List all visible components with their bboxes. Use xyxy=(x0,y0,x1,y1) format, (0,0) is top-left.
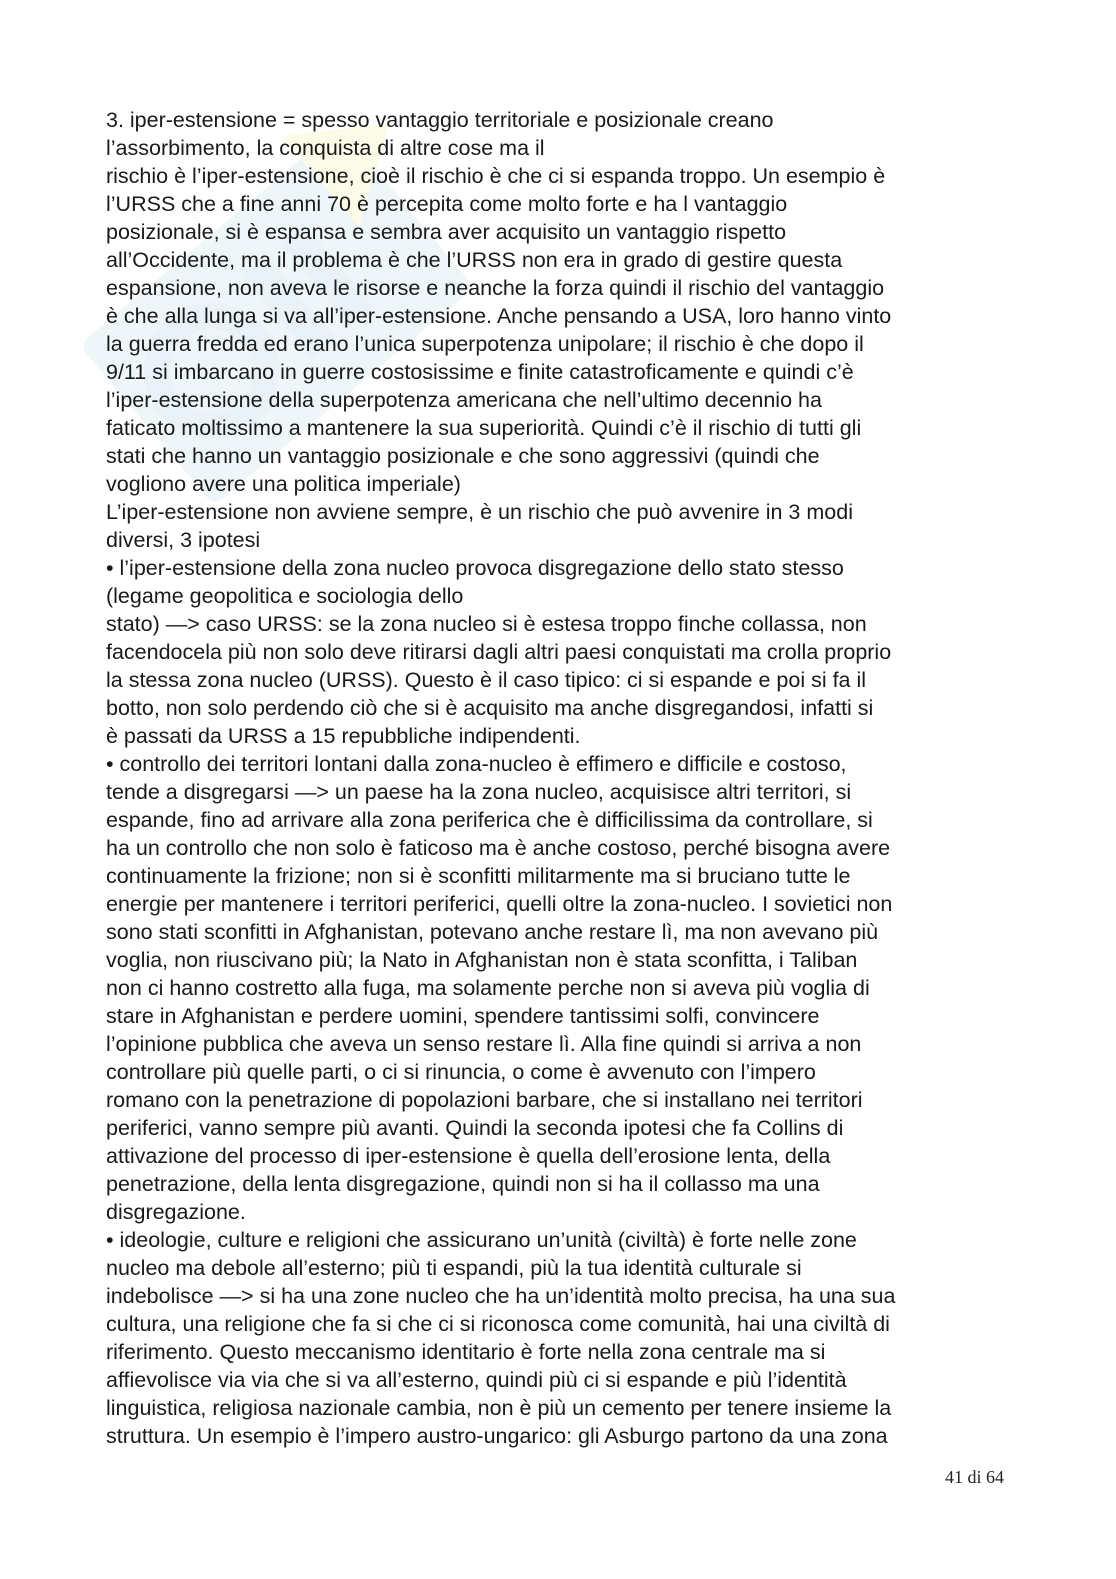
text-line: facendocela più non solo deve ritirarsi dagli altri paesi conquistati ma crolla proprio xyxy=(106,640,892,664)
text-line: • l’iper-estensione della zona nucleo provoca disgregazione dello stato stesso xyxy=(106,556,844,580)
text-line: sono stati sconfitti in Afghanistan, potevano anche restare lì, ma non avevano più xyxy=(106,920,879,944)
text-line: ha un controllo che non solo è faticoso ma è anche costoso, perché bisogna avere xyxy=(106,836,891,860)
text-line: non ci hanno costretto alla fuga, ma solamente perche non si aveva più voglia di xyxy=(106,976,870,1000)
text-line: L’iper-estensione non avviene sempre, è un rischio che può avvenire in 3 modi xyxy=(106,500,853,524)
text-line: la guerra fredda ed erano l’unica superpotenza unipolare; il rischio è che dopo il xyxy=(106,332,864,356)
text-line: linguistica, religiosa nazionale cambia, non è più un cemento per tenere insieme la xyxy=(106,1396,892,1420)
text-line: la stessa zona nucleo (URSS). Questo è il caso tipico: ci si espande e poi si fa il xyxy=(106,668,867,692)
text-line: 3. iper-estensione = spesso vantaggio territoriale e posizionale creano xyxy=(106,108,774,132)
text-line: 9/11 si imbarcano in guerre costosissime e finite catastroficamente e quindi c’è xyxy=(106,360,854,384)
text-line: stato) —> caso URSS: se la zona nucleo si è estesa troppo finche collassa, non xyxy=(106,612,867,636)
text-line: disgregazione. xyxy=(106,1200,246,1224)
text-line: continuamente la frizione; non si è sconfitti militarmente ma si bruciano tutte le xyxy=(106,864,851,888)
document-body xyxy=(106,106,1006,1450)
text-line: indebolisce —> si ha una zone nucleo che ha un’identità molto precisa, ha una sua xyxy=(106,1284,896,1308)
text-line: è che alla lunga si va all’iper-estensione. Anche pensando a USA, loro hanno vinto xyxy=(106,304,892,328)
text-line: cultura, una religione che fa si che ci si riconosca come comunità, hai una civiltà di xyxy=(106,1312,890,1336)
text-line: struttura. Un esempio è l’impero austro-ungarico: gli Asburgo partono da una zona xyxy=(106,1424,888,1448)
text-line: l’URSS che a fine anni 70 è percepita come molto forte e ha l vantaggio xyxy=(106,192,788,216)
text-line: vogliono avere una politica imperiale) xyxy=(106,472,461,496)
text-line: riferimento. Questo meccanismo identitario è forte nella zona centrale ma si xyxy=(106,1340,826,1364)
text-line: espansione, non aveva le risorse e neanche la forza quindi il rischio del vantaggio xyxy=(106,276,885,300)
page-number: 41 di 64 xyxy=(944,1467,1004,1487)
text-line: • controllo dei territori lontani dalla zona-nucleo è effimero e difficile e costoso, xyxy=(106,752,847,776)
text-line: tende a disgregarsi —> un paese ha la zona nucleo, acquisisce altri territori, si xyxy=(106,780,852,804)
text-line: energie per mantenere i territori periferici, quelli oltre la zona-nucleo. I sovietici non xyxy=(106,892,893,916)
text-line: (legame geopolitica e sociologia dello xyxy=(106,584,464,608)
text-line: penetrazione, della lenta disgregazione, quindi non si ha il collasso ma una xyxy=(106,1172,820,1196)
text-line: romano con la penetrazione di popolazioni barbare, che si installano nei territori xyxy=(106,1088,863,1112)
text-line: nucleo ma debole all’esterno; più ti espandi, più la tua identità culturale si xyxy=(106,1256,802,1280)
text-line: botto, non solo perdendo ciò che si è acquisito ma anche disgregandosi, infatti si xyxy=(106,696,874,720)
text-line: l’opinione pubblica che aveva un senso restare lì. Alla fine quindi si arriva a non xyxy=(106,1032,862,1056)
text-line: rischio è l’iper-estensione, cioè il rischio è che ci si espanda troppo. Un esempio è xyxy=(106,164,886,188)
text-line: l’iper-estensione della superpotenza americana che nell’ultimo decennio ha xyxy=(106,388,822,412)
text-line: • ideologie, culture e religioni che assicurano un’unità (civiltà) è forte nelle zone xyxy=(106,1228,857,1252)
text-line: posizionale, si è espansa e sembra aver acquisito un vantaggio rispetto xyxy=(106,220,787,244)
text-line: diversi, 3 ipotesi xyxy=(106,528,261,552)
text-line: all’Occidente, ma il problema è che l’URSS non era in grado di gestire questa xyxy=(106,248,843,272)
text-line: affievolisce via via che si va all’esterno, quindi più ci si espande e più l’identità xyxy=(106,1368,847,1392)
text-line: stare in Afghanistan e perdere uomini, spendere tantissimi solfi, convincere xyxy=(106,1004,820,1028)
text-line: faticato moltissimo a mantenere la sua superiorità. Quindi c’è il rischio di tutti gli xyxy=(106,416,862,440)
text-line: voglia, non riuscivano più; la Nato in Afghanistan non è stata sconfitta, i Taliban xyxy=(106,948,858,972)
text-line: espande, fino ad arrivare alla zona periferica che è difficilissima da controllare, si xyxy=(106,808,873,832)
text-line: controllare più quelle parti, o ci si rinuncia, o come è avvenuto con l’impero xyxy=(106,1060,816,1084)
text-line: periferici, vanno sempre più avanti. Quindi la seconda ipotesi che fa Collins di xyxy=(106,1116,844,1140)
text-line: attivazione del processo di iper-estensione è quella dell’erosione lenta, della xyxy=(106,1144,831,1168)
text-line: l’assorbimento, la conquista di altre cose ma il xyxy=(106,136,545,160)
text-line: stati che hanno un vantaggio posizionale e che sono aggressivi (quindi che xyxy=(106,444,820,468)
text-line: è passati da URSS a 15 repubbliche indipendenti. xyxy=(106,724,581,748)
